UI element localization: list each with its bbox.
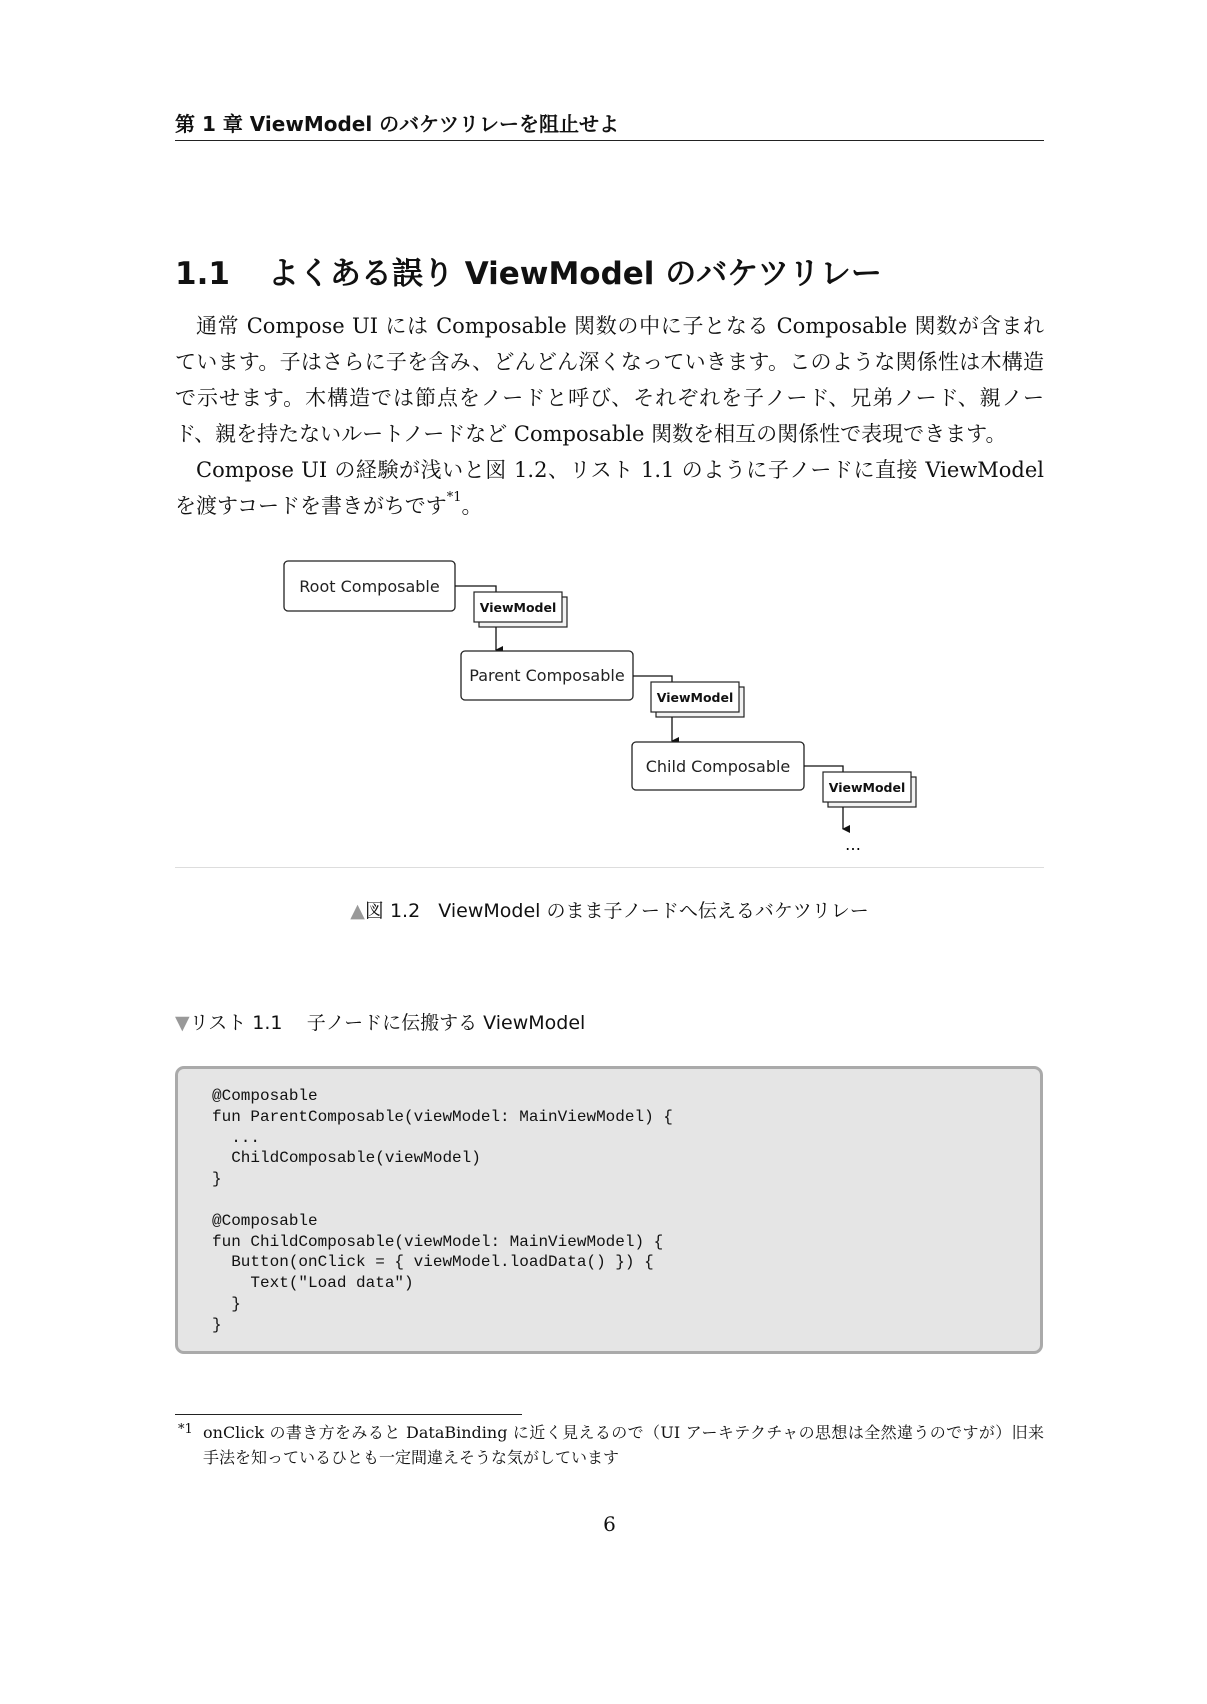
section-title: よくある誤り ViewModel のバケツリレー bbox=[267, 256, 882, 292]
listing-caption-text: 子ノードに伝搬する ViewModel bbox=[306, 1012, 586, 1034]
triangle-up-icon: ▲ bbox=[350, 900, 365, 922]
viewmodel-label: ViewModel bbox=[479, 600, 557, 615]
viewmodel-node bbox=[651, 682, 744, 717]
figure-label: 図 1.2 bbox=[364, 900, 421, 922]
figure-separator bbox=[175, 867, 1044, 868]
viewmodel-node bbox=[823, 772, 916, 807]
section-number: 1.1 bbox=[175, 256, 230, 292]
root-composable-node bbox=[284, 561, 455, 611]
connector-line bbox=[633, 676, 672, 682]
child-composable-node bbox=[632, 742, 804, 790]
ellipsis: … bbox=[845, 835, 861, 854]
paragraph-text: Compose UI の経験が浅いと図 1.2、リスト 1.1 のように子ノードに直接 ViewModel を渡すコードを書きがちです bbox=[175, 458, 1044, 518]
figure-caption-text: ViewModel のまま子ノードへ伝えるバケツリレー bbox=[438, 900, 869, 922]
paragraph: 通常 Compose UI には Composable 関数の中に子となる Composable 関数が含まれています。子はさらに子を含み、どんどん深くなっていきます。このような関係性は木構造で示せます。木構造では節点をノードと呼び、それぞれを子ノード、兄弟ノード、親ノード、親を持たないルートノードなど Composable 関数を相互の関係性で表現できます。 bbox=[175, 314, 1044, 446]
code-listing bbox=[175, 1066, 1043, 1354]
running-head: 第 1 章 ViewModel のバケツリレーを阻止せよ bbox=[175, 108, 1044, 141]
triangle-down-icon: ▼ bbox=[175, 1012, 190, 1034]
node-label: Root Composable bbox=[299, 577, 440, 596]
footnote bbox=[178, 1420, 1044, 1470]
listing-caption bbox=[175, 1008, 585, 1035]
footnote-text: onClick の書き方をみると DataBinding に近く見えるので（UI アーキテクチャの思想は全然違うのですが）旧来手法を知っているひとも一定間違えそうな気がしています bbox=[203, 1423, 1044, 1467]
footnote-rule bbox=[175, 1414, 522, 1415]
node-label: Parent Composable bbox=[469, 666, 625, 685]
footnote-reference[interactable]: *1 bbox=[446, 490, 462, 505]
code-text: @Composable fun ParentComposable(viewModel: MainViewModel) { ... ChildComposable(viewModel) } @Composable fun ChildComposable(viewModel: MainViewModel) { Button(onClick = { viewModel.loadData() }) { Text("Load data") } } bbox=[212, 1087, 673, 1334]
viewmodel-node bbox=[474, 592, 567, 627]
viewmodel-label: ViewModel bbox=[656, 690, 734, 705]
connector-line bbox=[455, 586, 496, 592]
figure-caption bbox=[175, 896, 1044, 923]
page-number: 6 bbox=[603, 1512, 616, 1536]
connector-line bbox=[804, 766, 843, 772]
node-label: Child Composable bbox=[645, 757, 791, 776]
parent-composable-node bbox=[461, 651, 633, 700]
listing-label: リスト 1.1 bbox=[189, 1012, 283, 1034]
paragraph-end: 。 bbox=[461, 494, 483, 518]
footnote-mark: *1 bbox=[178, 1422, 193, 1437]
viewmodel-label: ViewModel bbox=[828, 780, 906, 795]
